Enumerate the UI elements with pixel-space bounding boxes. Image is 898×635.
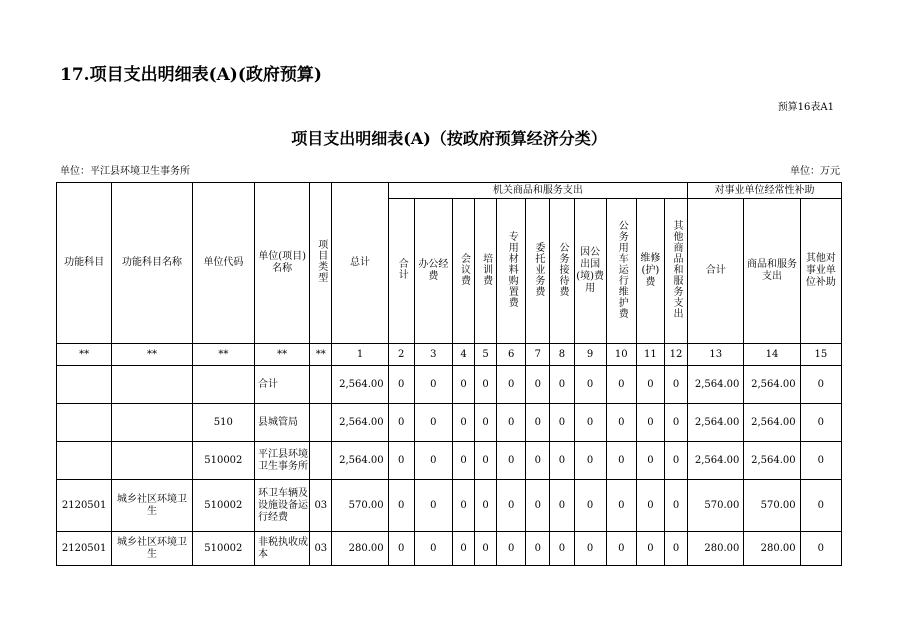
cell-g1-value: 0 — [526, 366, 550, 404]
cell-g1-value: 0 — [414, 404, 452, 442]
cell-g1-value: 0 — [526, 480, 550, 532]
cell-g1-value: 0 — [664, 532, 687, 566]
cell-g1-value: 0 — [475, 366, 497, 404]
index-cell: 7 — [526, 344, 550, 366]
header-g1-col-label: 公务接待费 — [556, 241, 568, 297]
cell-g1-value: 0 — [664, 442, 687, 480]
cell-unit-code: 510 — [192, 404, 254, 442]
cell-project-type — [310, 442, 332, 480]
header-g1-col-2: 办公经费 — [414, 199, 452, 344]
cell-g1-value: 0 — [664, 480, 687, 532]
cell-g1-value: 0 — [414, 442, 452, 480]
cell-g1-value: 0 — [497, 442, 526, 480]
cell-g1-value: 0 — [475, 404, 497, 442]
header-g1-col-label: 专用材料购置费 — [506, 230, 518, 308]
cell-g1-value: 0 — [550, 532, 574, 566]
index-cell: 12 — [664, 344, 687, 366]
cell-g1-value: 0 — [664, 366, 687, 404]
cell-g2-value: 280.00 — [744, 532, 800, 566]
header-g2-col-3: 其他对事业单位补助 — [800, 199, 841, 344]
header-g1-col-5 — [497, 199, 526, 344]
cell-total: 2,564.00 — [332, 442, 388, 480]
index-cell: 10 — [606, 344, 636, 366]
cell-g1-value: 0 — [574, 442, 606, 480]
index-cell: 9 — [574, 344, 606, 366]
cell-func-name: 城乡社区环境卫生 — [112, 480, 192, 532]
cell-g1-value: 0 — [526, 442, 550, 480]
cell-func-code: 2120501 — [57, 480, 112, 532]
index-cell: 13 — [688, 344, 744, 366]
cell-func-code — [57, 404, 112, 442]
index-row — [57, 344, 842, 366]
cell-g2-value: 2,564.00 — [744, 366, 800, 404]
cell-g1-value: 0 — [606, 480, 636, 532]
cell-g1-value: 0 — [452, 532, 474, 566]
cell-func-code — [57, 442, 112, 480]
cell-g1-value: 0 — [636, 532, 664, 566]
cell-g1-value: 0 — [574, 532, 606, 566]
header-project-type: 项目类型 — [310, 183, 332, 344]
table-reference-code: 预算16表A1 — [777, 102, 834, 113]
cell-g2-value: 0 — [800, 480, 841, 532]
cell-func-name: 城乡社区环境卫生 — [112, 532, 192, 566]
cell-total: 280.00 — [332, 532, 388, 566]
header-g1-col-9 — [606, 199, 636, 344]
cell-g2-value: 2,564.00 — [744, 442, 800, 480]
cell-g1-value: 0 — [475, 480, 497, 532]
cell-g1-value: 0 — [606, 532, 636, 566]
cell-g1-value: 0 — [497, 480, 526, 532]
header-row-group — [57, 183, 842, 199]
cell-g1-value: 0 — [475, 442, 497, 480]
header-g1-col-label: 培训费 — [480, 252, 492, 286]
cell-total: 2,564.00 — [332, 404, 388, 442]
header-g1-col-11 — [664, 199, 687, 344]
cell-unit-code: 510002 — [192, 442, 254, 480]
table-title: 项目支出明细表(A)（按政府预算经济分类） — [291, 129, 607, 148]
index-cell: 1 — [332, 344, 388, 366]
cell-g1-value: 0 — [550, 366, 574, 404]
cell-project-type — [310, 404, 332, 442]
cell-g1-value: 0 — [636, 480, 664, 532]
header-g1-col-10: 维修(护)费 — [636, 199, 664, 344]
cell-project-type: 03 — [310, 480, 332, 532]
index-cell: ** — [57, 344, 112, 366]
unit-name-label: 单位：平江县环境卫生事务所 — [60, 166, 190, 177]
index-cell: 4 — [452, 344, 474, 366]
cell-g1-value: 0 — [574, 366, 606, 404]
cell-g2-value: 2,564.00 — [688, 442, 744, 480]
cell-g2-value: 0 — [800, 532, 841, 566]
header-func-name: 功能科目名称 — [112, 183, 192, 344]
header-g1-col-4 — [475, 199, 497, 344]
cell-g1-value: 0 — [497, 404, 526, 442]
cell-g2-value: 570.00 — [688, 480, 744, 532]
cell-g1-value: 0 — [388, 532, 414, 566]
cell-g1-value: 0 — [550, 404, 574, 442]
cell-g1-value: 0 — [606, 442, 636, 480]
header-unit-name: 单位(项目)名称 — [254, 183, 309, 344]
header-group-goods-services: 机关商品和服务支出 — [388, 183, 687, 199]
cell-g1-value: 0 — [636, 366, 664, 404]
header-g1-col-3 — [452, 199, 474, 344]
cell-g1-value: 0 — [526, 532, 550, 566]
header-group-subsidy: 对事业单位经常性补助 — [688, 183, 842, 199]
table-row — [57, 442, 842, 480]
cell-g1-value: 0 — [636, 442, 664, 480]
cell-total: 2,564.00 — [332, 366, 388, 404]
header-g1-col-label: 委托业务费 — [532, 241, 544, 297]
cell-g2-value: 570.00 — [744, 480, 800, 532]
currency-unit-label: 单位：万元 — [790, 166, 840, 177]
index-cell: ** — [112, 344, 192, 366]
cell-g1-value: 0 — [606, 404, 636, 442]
index-cell: 15 — [800, 344, 841, 366]
cell-g1-value: 0 — [574, 480, 606, 532]
cell-g1-value: 0 — [388, 480, 414, 532]
cell-g2-value: 0 — [800, 404, 841, 442]
cell-g1-value: 0 — [452, 404, 474, 442]
cell-g1-value: 0 — [414, 366, 452, 404]
cell-g1-value: 0 — [574, 404, 606, 442]
cell-unit-code — [192, 366, 254, 404]
cell-func-name — [112, 442, 192, 480]
index-cell: ** — [310, 344, 332, 366]
cell-g1-value: 0 — [452, 480, 474, 532]
cell-g2-value: 280.00 — [688, 532, 744, 566]
header-g1-col-6 — [526, 199, 550, 344]
cell-func-code — [57, 366, 112, 404]
cell-g1-value: 0 — [664, 404, 687, 442]
cell-g1-value: 0 — [388, 366, 414, 404]
cell-g1-value: 0 — [388, 442, 414, 480]
cell-g1-value: 0 — [550, 442, 574, 480]
section-title: 17.项目支出明细表(A)(政府预算) — [60, 65, 322, 85]
header-g1-col-label: 合计 — [396, 258, 408, 280]
cell-g1-value: 0 — [452, 442, 474, 480]
index-cell: ** — [254, 344, 309, 366]
index-cell: 6 — [497, 344, 526, 366]
cell-g1-value: 0 — [636, 404, 664, 442]
cell-g2-value: 2,564.00 — [688, 404, 744, 442]
index-cell: 5 — [475, 344, 497, 366]
cell-g1-value: 0 — [475, 532, 497, 566]
cell-g1-value: 0 — [606, 366, 636, 404]
cell-unit-name: 合计 — [254, 366, 309, 404]
cell-g1-value: 0 — [497, 532, 526, 566]
cell-g1-value: 0 — [414, 480, 452, 532]
cell-func-code: 2120501 — [57, 532, 112, 566]
cell-g2-value: 0 — [800, 442, 841, 480]
cell-g2-value: 0 — [800, 366, 841, 404]
header-g1-col-7 — [550, 199, 574, 344]
cell-unit-name: 非税执收成本 — [254, 532, 309, 566]
header-g2-col-2: 商品和服务支出 — [744, 199, 800, 344]
index-cell: ** — [192, 344, 254, 366]
cell-g2-value: 2,564.00 — [744, 404, 800, 442]
header-func-code: 功能科目 — [57, 183, 112, 344]
table-row — [57, 532, 842, 566]
cell-g2-value: 2,564.00 — [688, 366, 744, 404]
cell-g1-value: 0 — [497, 366, 526, 404]
cell-project-type: 03 — [310, 532, 332, 566]
index-cell: 11 — [636, 344, 664, 366]
header-g1-col-label: 会议费 — [458, 252, 470, 286]
header-g1-col-label: 公务用车运行维护费 — [616, 219, 628, 319]
table-row — [57, 404, 842, 442]
header-g1-col-1 — [388, 199, 414, 344]
cell-g1-value: 0 — [388, 404, 414, 442]
index-cell: 14 — [744, 344, 800, 366]
header-total: 总计 — [332, 183, 388, 344]
cell-g1-value: 0 — [526, 404, 550, 442]
table-row — [57, 366, 842, 404]
cell-func-name — [112, 404, 192, 442]
cell-unit-name: 平江县环境卫生事务所 — [254, 442, 309, 480]
cell-func-name — [112, 366, 192, 404]
cell-unit-code: 510002 — [192, 480, 254, 532]
index-cell: 8 — [550, 344, 574, 366]
index-cell: 2 — [388, 344, 414, 366]
cell-project-type — [310, 366, 332, 404]
header-unit-code: 单位代码 — [192, 183, 254, 344]
table-body — [57, 183, 842, 566]
index-cell: 3 — [414, 344, 452, 366]
cell-unit-name: 环卫车辆及设施设备运行经费 — [254, 480, 309, 532]
cell-g1-value: 0 — [452, 366, 474, 404]
cell-g1-value: 0 — [414, 532, 452, 566]
project-expenditure-table — [56, 182, 842, 566]
cell-unit-name: 县城管局 — [254, 404, 309, 442]
cell-total: 570.00 — [332, 480, 388, 532]
header-g2-col-1: 合计 — [688, 199, 744, 344]
table-row — [57, 480, 842, 532]
header-g1-col-label: 其他商品和服务支出 — [671, 219, 683, 319]
cell-g1-value: 0 — [550, 480, 574, 532]
cell-unit-code: 510002 — [192, 532, 254, 566]
header-g1-col-8: 因公出国(境)费用 — [574, 199, 606, 344]
